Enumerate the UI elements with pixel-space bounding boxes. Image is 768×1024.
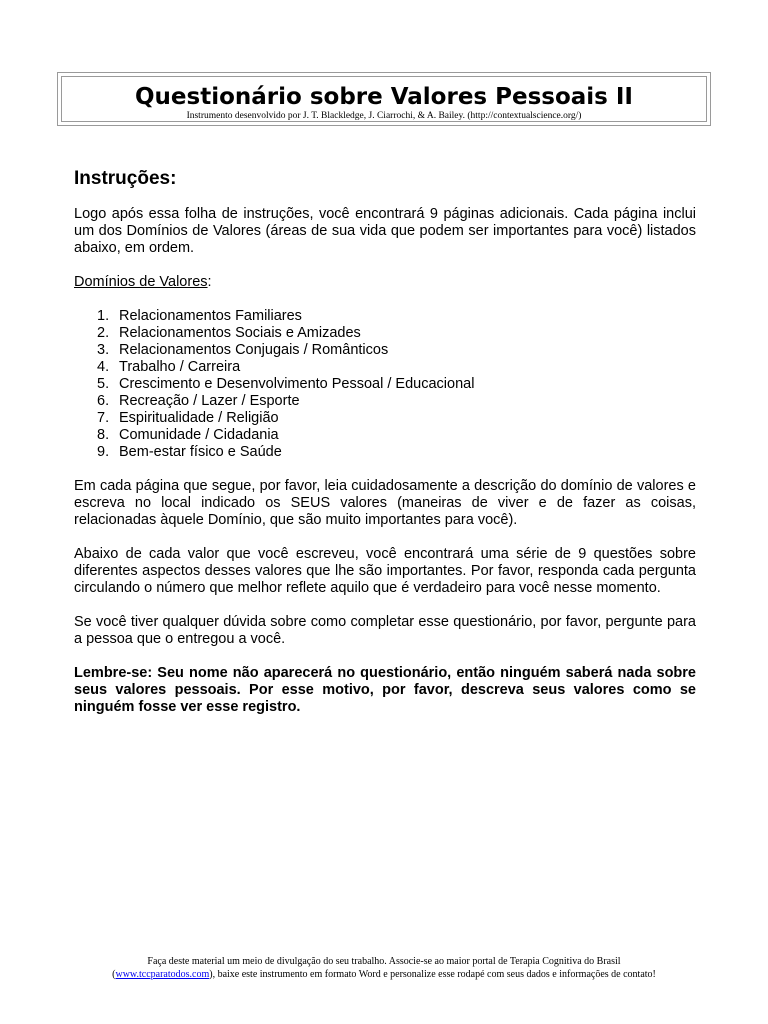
list-item-number: 8.: [97, 427, 110, 443]
intro-paragraph: Logo após essa folha de instruções, você encontrará 9 páginas adicionais. Cada página inclui um dos Domínios de Valores (áreas de sua vida que podem ser importantes para você) listados abaixo, em ordem.: [74, 206, 696, 256]
list-item: [74, 444, 696, 461]
tccparatodos-link[interactable]: www.tccparatodos.com: [115, 969, 210, 980]
list-item-label: Recreação / Lazer / Esporte: [119, 393, 300, 409]
list-item: [74, 427, 696, 444]
domains-list: [74, 308, 696, 461]
domains-label: [74, 274, 696, 291]
list-item-number: 5.: [97, 376, 110, 392]
list-item-label: Relacionamentos Conjugais / Românticos: [119, 342, 389, 358]
list-item: [74, 376, 696, 393]
list-item: [74, 359, 696, 376]
list-item: [74, 393, 696, 410]
instructions-heading: Instruções:: [74, 168, 177, 189]
list-item-label: Relacionamentos Sociais e Amizades: [119, 325, 361, 341]
list-item-label: Relacionamentos Familiares: [119, 308, 302, 324]
list-item-label: Comunidade / Cidadania: [119, 427, 279, 443]
list-item-number: 9.: [97, 444, 110, 460]
title-box-inner: [61, 76, 707, 122]
list-item-label: Espiritualidade / Religião: [119, 410, 279, 426]
domains-label-colon: :: [207, 274, 212, 290]
list-item-number: 1.: [97, 308, 110, 324]
list-item-number: 4.: [97, 359, 110, 375]
instructions-section: [74, 168, 696, 733]
list-item-label: Trabalho / Carreira: [119, 359, 241, 375]
list-item: [74, 410, 696, 427]
list-item-number: 7.: [97, 410, 110, 426]
list-item-number: 3.: [97, 342, 110, 358]
author-credit: Instrumento desenvolvido por J. T. Blackledge, J. Ciarrochi, & A. Bailey. (http://contextualscience.org/): [186, 111, 582, 121]
each-page-paragraph: Em cada página que segue, por favor, leia cuidadosamente a descrição do domínio de valores e escreva no local indicado os SEUS valores (maneiras de viver e de fazer as coisas, relacionadas àquele Domínio, que são muito importantes para você).: [74, 478, 696, 528]
document-title: Questionário sobre Valores Pessoais II: [135, 84, 633, 110]
list-item-number: 2.: [97, 325, 110, 341]
doubt-paragraph: Se você tiver qualquer dúvida sobre como completar esse questionário, por favor, pergunte para a pessoa que o entregou a você.: [74, 614, 696, 647]
questions-paragraph: Abaixo de cada valor que você escreveu, você encontrará uma série de 9 questões sobre diferentes aspectos desses valores que lhe são importantes. Por favor, responda cada pergunta circulando o número que melhor reflete aquilo que é verdadeiro para você nesse momento.: [74, 546, 696, 596]
title-box: [57, 72, 711, 126]
footer-line-2: [40, 968, 728, 981]
footer-open-paren: (: [112, 969, 116, 980]
list-item-number: 6.: [97, 393, 110, 409]
list-item: [74, 308, 696, 325]
list-item: [74, 342, 696, 359]
footer-line-2-rest: ), baixe este instrumento em formato Word e personalize esse rodapé com seus dados e informações de contato!: [209, 969, 656, 980]
page-footer: [40, 955, 728, 981]
reminder-paragraph: Lembre-se: Seu nome não aparecerá no questionário, então ninguém saberá nada sobre seus valores pessoais. Por esse motivo, por favor, descreva seus valores como se ninguém fosse ver esse registro.: [74, 665, 696, 715]
footer-line-1: Faça deste material um meio de divulgação do seu trabalho. Associe-se ao maior portal de Terapia Cognitiva do Brasil: [147, 956, 621, 967]
list-item-label: Crescimento e Desenvolvimento Pessoal / Educacional: [119, 376, 475, 392]
list-item: [74, 325, 696, 342]
list-item-label: Bem-estar físico e Saúde: [119, 444, 282, 460]
domains-label-text: Domínios de Valores: [74, 274, 208, 290]
